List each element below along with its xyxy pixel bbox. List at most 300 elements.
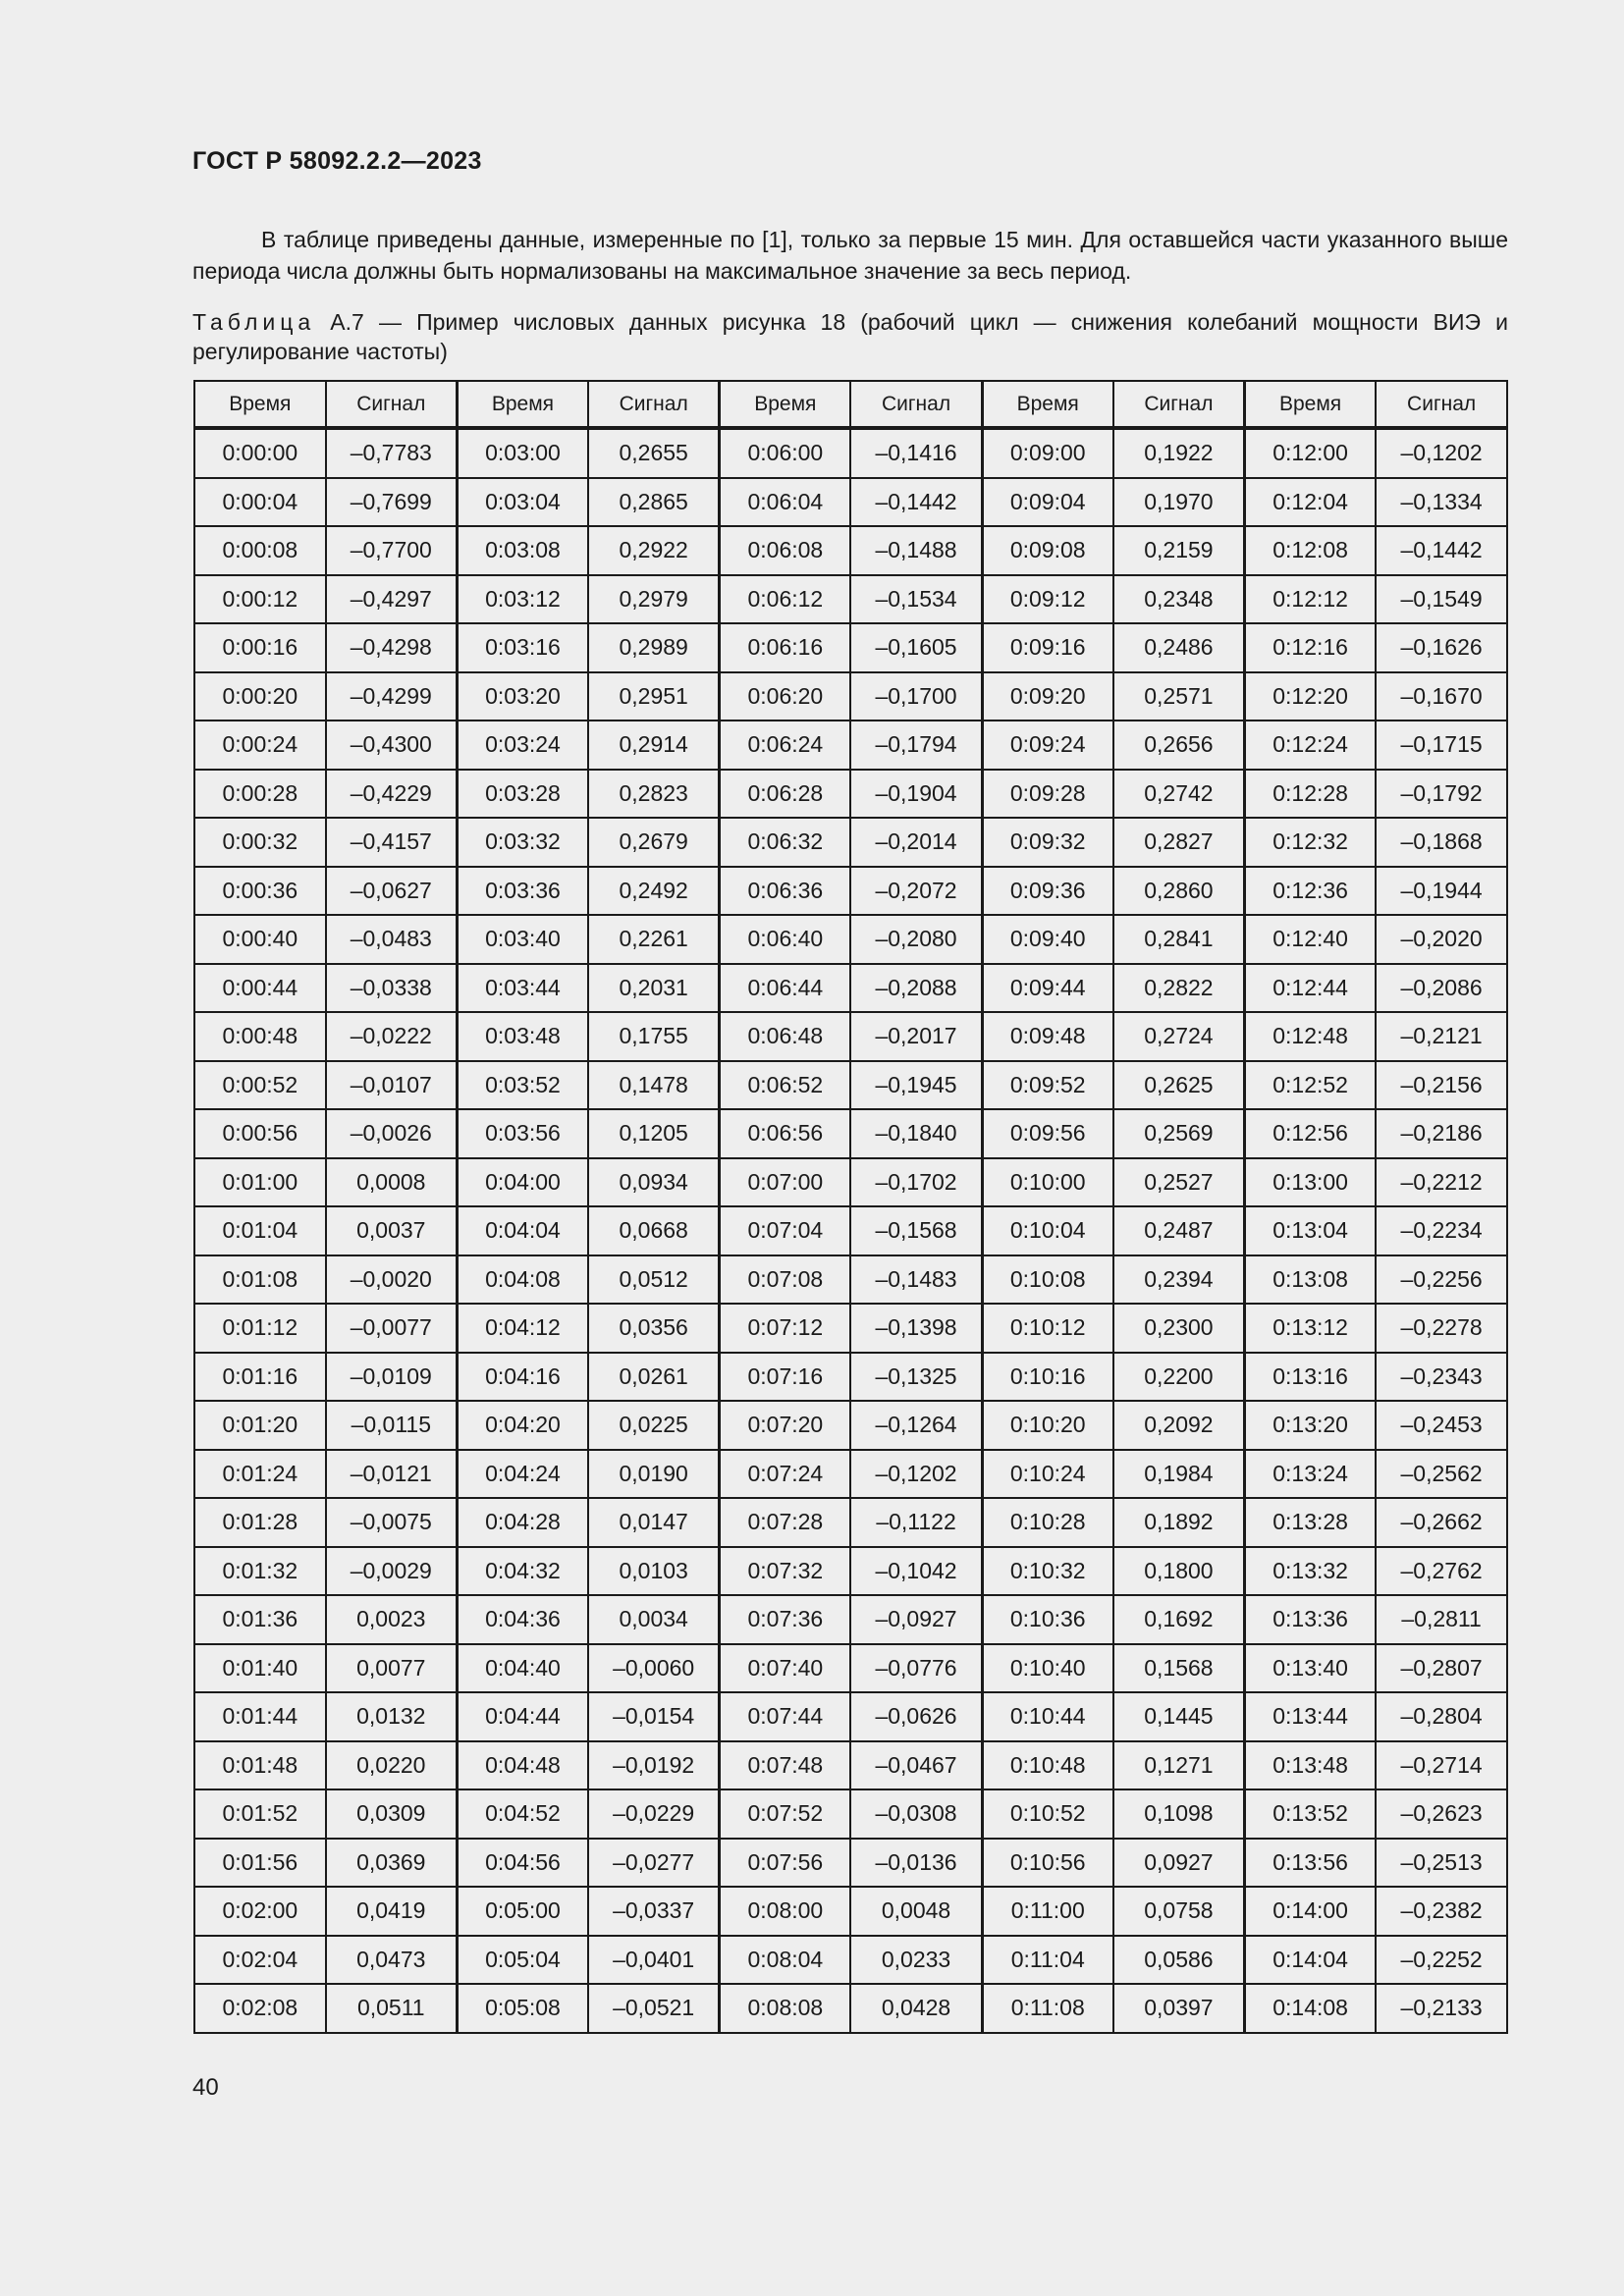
signal-cell: –0,1398 xyxy=(850,1304,982,1353)
time-cell: 0:00:40 xyxy=(194,915,326,964)
signal-cell: 0,0103 xyxy=(588,1547,720,1596)
signal-cell: 0,2486 xyxy=(1113,623,1245,672)
time-cell: 0:04:52 xyxy=(457,1789,588,1839)
table-caption xyxy=(192,307,1508,366)
time-cell: 0:01:52 xyxy=(194,1789,326,1839)
signal-cell: –0,2513 xyxy=(1376,1839,1507,1888)
time-cell: 0:07:44 xyxy=(720,1692,851,1741)
time-cell: 0:14:00 xyxy=(1245,1887,1377,1936)
time-cell: 0:04:28 xyxy=(457,1498,588,1547)
signal-cell: –0,0927 xyxy=(850,1595,982,1644)
signal-cell: 0,2625 xyxy=(1113,1061,1245,1110)
signal-cell: 0,2922 xyxy=(588,526,720,575)
signal-cell: 0,0220 xyxy=(326,1741,458,1790)
time-cell: 0:09:48 xyxy=(982,1012,1113,1061)
table-row xyxy=(194,1595,1507,1644)
signal-cell: 0,0934 xyxy=(588,1158,720,1207)
time-cell: 0:00:44 xyxy=(194,964,326,1013)
time-cell: 0:03:20 xyxy=(457,672,588,721)
time-cell: 0:00:12 xyxy=(194,575,326,624)
time-cell: 0:03:28 xyxy=(457,770,588,819)
time-cell: 0:07:32 xyxy=(720,1547,851,1596)
column-header: Время xyxy=(720,381,851,428)
signal-cell: –0,2086 xyxy=(1376,964,1507,1013)
signal-cell: –0,2623 xyxy=(1376,1789,1507,1839)
signal-cell: 0,0397 xyxy=(1113,1984,1245,2033)
signal-cell: 0,2300 xyxy=(1113,1304,1245,1353)
signal-cell: 0,2394 xyxy=(1113,1255,1245,1305)
signal-cell: 0,2159 xyxy=(1113,526,1245,575)
signal-cell: 0,0023 xyxy=(326,1595,458,1644)
signal-cell: 0,0147 xyxy=(588,1498,720,1547)
signal-cell: –0,2562 xyxy=(1376,1450,1507,1499)
time-cell: 0:07:12 xyxy=(720,1304,851,1353)
time-cell: 0:04:32 xyxy=(457,1547,588,1596)
signal-cell: 0,0586 xyxy=(1113,1936,1245,1985)
signal-cell: –0,1868 xyxy=(1376,818,1507,867)
signal-cell: 0,1098 xyxy=(1113,1789,1245,1839)
time-cell: 0:02:04 xyxy=(194,1936,326,1985)
table-row xyxy=(194,1789,1507,1839)
document-code: ГОСТ Р 58092.2.2—2023 xyxy=(192,147,482,175)
signal-cell: 0,2742 xyxy=(1113,770,1245,819)
signal-cell: 0,2569 xyxy=(1113,1109,1245,1158)
signal-cell: –0,1904 xyxy=(850,770,982,819)
table-row xyxy=(194,964,1507,1013)
time-cell: 0:13:04 xyxy=(1245,1206,1377,1255)
signal-cell: –0,2662 xyxy=(1376,1498,1507,1547)
signal-cell: 0,2487 xyxy=(1113,1206,1245,1255)
signal-cell: 0,0369 xyxy=(326,1839,458,1888)
time-cell: 0:06:48 xyxy=(720,1012,851,1061)
signal-cell: –0,0020 xyxy=(326,1255,458,1305)
signal-cell: –0,2121 xyxy=(1376,1012,1507,1061)
table-row xyxy=(194,1498,1507,1547)
time-cell: 0:10:16 xyxy=(982,1353,1113,1402)
table-row xyxy=(194,818,1507,867)
table-caption-prefix: Таблица xyxy=(192,309,316,335)
signal-cell: –0,1840 xyxy=(850,1109,982,1158)
signal-cell: –0,1534 xyxy=(850,575,982,624)
intro-paragraph: В таблице приведены данные, измеренные по [1], только за первые 15 мин. Для оставшейся части указанного выше периода числа должны быть нормализованы на максимальное значение за весь период. xyxy=(192,227,1508,284)
signal-cell: –0,1626 xyxy=(1376,623,1507,672)
time-cell: 0:09:12 xyxy=(982,575,1113,624)
table-row xyxy=(194,867,1507,916)
signal-cell: 0,1478 xyxy=(588,1061,720,1110)
signal-cell: 0,2200 xyxy=(1113,1353,1245,1402)
table-row xyxy=(194,1012,1507,1061)
signal-cell: –0,2811 xyxy=(1376,1595,1507,1644)
signal-cell: 0,0008 xyxy=(326,1158,458,1207)
table-row xyxy=(194,1255,1507,1305)
time-cell: 0:09:36 xyxy=(982,867,1113,916)
signal-cell: –0,0115 xyxy=(326,1401,458,1450)
signal-cell: 0,0512 xyxy=(588,1255,720,1305)
signal-cell: 0,2571 xyxy=(1113,672,1245,721)
signal-cell: –0,0626 xyxy=(850,1692,982,1741)
signal-cell: –0,2804 xyxy=(1376,1692,1507,1741)
time-cell: 0:12:56 xyxy=(1245,1109,1377,1158)
table-row xyxy=(194,526,1507,575)
signal-cell: 0,1800 xyxy=(1113,1547,1245,1596)
time-cell: 0:13:12 xyxy=(1245,1304,1377,1353)
signal-cell: 0,0668 xyxy=(588,1206,720,1255)
signal-cell: –0,1202 xyxy=(850,1450,982,1499)
signal-cell: 0,0511 xyxy=(326,1984,458,2033)
time-cell: 0:06:00 xyxy=(720,428,851,478)
time-cell: 0:00:48 xyxy=(194,1012,326,1061)
time-cell: 0:04:08 xyxy=(457,1255,588,1305)
time-cell: 0:03:44 xyxy=(457,964,588,1013)
time-cell: 0:10:36 xyxy=(982,1595,1113,1644)
time-cell: 0:10:44 xyxy=(982,1692,1113,1741)
time-cell: 0:07:52 xyxy=(720,1789,851,1839)
signal-cell: 0,2092 xyxy=(1113,1401,1245,1450)
time-cell: 0:01:28 xyxy=(194,1498,326,1547)
signal-cell: –0,0060 xyxy=(588,1644,720,1693)
signal-cell: 0,0309 xyxy=(326,1789,458,1839)
column-header: Время xyxy=(457,381,588,428)
signal-cell: 0,1568 xyxy=(1113,1644,1245,1693)
signal-cell: –0,2252 xyxy=(1376,1936,1507,1985)
signal-cell: –0,2762 xyxy=(1376,1547,1507,1596)
time-cell: 0:09:28 xyxy=(982,770,1113,819)
time-cell: 0:11:08 xyxy=(982,1984,1113,2033)
signal-cell: –0,0467 xyxy=(850,1741,982,1790)
time-cell: 0:07:20 xyxy=(720,1401,851,1450)
signal-cell: –0,2088 xyxy=(850,964,982,1013)
signal-cell: –0,0627 xyxy=(326,867,458,916)
time-cell: 0:13:20 xyxy=(1245,1401,1377,1450)
header-row xyxy=(194,381,1507,428)
signal-cell: –0,1715 xyxy=(1376,721,1507,770)
time-cell: 0:13:36 xyxy=(1245,1595,1377,1644)
time-cell: 0:12:00 xyxy=(1245,428,1377,478)
signal-cell: –0,2133 xyxy=(1376,1984,1507,2033)
time-cell: 0:12:24 xyxy=(1245,721,1377,770)
column-header: Сигнал xyxy=(1376,381,1507,428)
signal-cell: –0,1042 xyxy=(850,1547,982,1596)
time-cell: 0:10:28 xyxy=(982,1498,1113,1547)
time-cell: 0:12:16 xyxy=(1245,623,1377,672)
data-table xyxy=(193,380,1508,2034)
time-cell: 0:10:12 xyxy=(982,1304,1113,1353)
time-cell: 0:13:32 xyxy=(1245,1547,1377,1596)
signal-cell: –0,1264 xyxy=(850,1401,982,1450)
time-cell: 0:03:32 xyxy=(457,818,588,867)
table-row xyxy=(194,915,1507,964)
time-cell: 0:01:36 xyxy=(194,1595,326,1644)
table-row xyxy=(194,1450,1507,1499)
signal-cell: –0,2234 xyxy=(1376,1206,1507,1255)
column-header: Сигнал xyxy=(850,381,982,428)
signal-cell: –0,0154 xyxy=(588,1692,720,1741)
time-cell: 0:03:24 xyxy=(457,721,588,770)
signal-cell: 0,2989 xyxy=(588,623,720,672)
time-cell: 0:08:08 xyxy=(720,1984,851,2033)
time-cell: 0:01:16 xyxy=(194,1353,326,1402)
time-cell: 0:13:40 xyxy=(1245,1644,1377,1693)
signal-cell: –0,1700 xyxy=(850,672,982,721)
time-cell: 0:04:36 xyxy=(457,1595,588,1644)
signal-cell: 0,0034 xyxy=(588,1595,720,1644)
column-header: Время xyxy=(982,381,1113,428)
time-cell: 0:09:56 xyxy=(982,1109,1113,1158)
time-cell: 0:04:04 xyxy=(457,1206,588,1255)
signal-cell: –0,0121 xyxy=(326,1450,458,1499)
time-cell: 0:06:28 xyxy=(720,770,851,819)
table-row xyxy=(194,1936,1507,1985)
time-cell: 0:06:52 xyxy=(720,1061,851,1110)
time-cell: 0:07:28 xyxy=(720,1498,851,1547)
signal-cell: –0,0077 xyxy=(326,1304,458,1353)
time-cell: 0:13:08 xyxy=(1245,1255,1377,1305)
signal-cell: 0,2822 xyxy=(1113,964,1245,1013)
signal-cell: –0,0277 xyxy=(588,1839,720,1888)
signal-cell: –0,1334 xyxy=(1376,478,1507,527)
table-row xyxy=(194,1887,1507,1936)
time-cell: 0:03:08 xyxy=(457,526,588,575)
time-cell: 0:13:28 xyxy=(1245,1498,1377,1547)
time-cell: 0:07:56 xyxy=(720,1839,851,1888)
signal-cell: –0,1549 xyxy=(1376,575,1507,624)
signal-cell: –0,0401 xyxy=(588,1936,720,1985)
signal-cell: –0,2807 xyxy=(1376,1644,1507,1693)
time-cell: 0:01:56 xyxy=(194,1839,326,1888)
signal-cell: –0,4298 xyxy=(326,623,458,672)
table-row xyxy=(194,672,1507,721)
time-cell: 0:04:16 xyxy=(457,1353,588,1402)
time-cell: 0:06:20 xyxy=(720,672,851,721)
time-cell: 0:10:32 xyxy=(982,1547,1113,1596)
time-cell: 0:06:24 xyxy=(720,721,851,770)
time-cell: 0:02:08 xyxy=(194,1984,326,2033)
time-cell: 0:08:00 xyxy=(720,1887,851,1936)
signal-cell: 0,2348 xyxy=(1113,575,1245,624)
signal-cell: 0,2527 xyxy=(1113,1158,1245,1207)
time-cell: 0:03:56 xyxy=(457,1109,588,1158)
time-cell: 0:12:20 xyxy=(1245,672,1377,721)
time-cell: 0:01:12 xyxy=(194,1304,326,1353)
time-cell: 0:01:00 xyxy=(194,1158,326,1207)
signal-cell: 0,1970 xyxy=(1113,478,1245,527)
time-cell: 0:01:40 xyxy=(194,1644,326,1693)
time-cell: 0:13:52 xyxy=(1245,1789,1377,1839)
signal-cell: –0,0075 xyxy=(326,1498,458,1547)
table-row xyxy=(194,1741,1507,1790)
signal-cell: –0,1483 xyxy=(850,1255,982,1305)
signal-cell: –0,4299 xyxy=(326,672,458,721)
signal-cell: –0,1670 xyxy=(1376,672,1507,721)
signal-cell: –0,0107 xyxy=(326,1061,458,1110)
time-cell: 0:12:08 xyxy=(1245,526,1377,575)
time-cell: 0:06:40 xyxy=(720,915,851,964)
table-row xyxy=(194,428,1507,478)
time-cell: 0:04:12 xyxy=(457,1304,588,1353)
time-cell: 0:04:40 xyxy=(457,1644,588,1693)
time-cell: 0:00:56 xyxy=(194,1109,326,1158)
time-cell: 0:01:24 xyxy=(194,1450,326,1499)
time-cell: 0:01:08 xyxy=(194,1255,326,1305)
time-cell: 0:12:52 xyxy=(1245,1061,1377,1110)
time-cell: 0:00:24 xyxy=(194,721,326,770)
time-cell: 0:09:52 xyxy=(982,1061,1113,1110)
time-cell: 0:10:24 xyxy=(982,1450,1113,1499)
signal-cell: –0,2278 xyxy=(1376,1304,1507,1353)
time-cell: 0:05:04 xyxy=(457,1936,588,1985)
signal-cell: –0,1794 xyxy=(850,721,982,770)
time-cell: 0:12:44 xyxy=(1245,964,1377,1013)
table-row xyxy=(194,1353,1507,1402)
signal-cell: 0,1445 xyxy=(1113,1692,1245,1741)
time-cell: 0:06:08 xyxy=(720,526,851,575)
time-cell: 0:12:12 xyxy=(1245,575,1377,624)
signal-cell: 0,0428 xyxy=(850,1984,982,2033)
signal-cell: 0,2979 xyxy=(588,575,720,624)
table-row xyxy=(194,1984,1507,2033)
time-cell: 0:00:00 xyxy=(194,428,326,478)
time-cell: 0:12:04 xyxy=(1245,478,1377,527)
signal-cell: –0,0483 xyxy=(326,915,458,964)
time-cell: 0:01:32 xyxy=(194,1547,326,1596)
signal-cell: 0,2841 xyxy=(1113,915,1245,964)
time-cell: 0:00:36 xyxy=(194,867,326,916)
signal-cell: –0,0109 xyxy=(326,1353,458,1402)
table-body xyxy=(194,428,1507,2033)
time-cell: 0:09:24 xyxy=(982,721,1113,770)
time-cell: 0:12:48 xyxy=(1245,1012,1377,1061)
signal-cell: 0,0077 xyxy=(326,1644,458,1693)
signal-cell: 0,2724 xyxy=(1113,1012,1245,1061)
time-cell: 0:03:52 xyxy=(457,1061,588,1110)
time-cell: 0:01:48 xyxy=(194,1741,326,1790)
time-cell: 0:09:00 xyxy=(982,428,1113,478)
time-cell: 0:01:04 xyxy=(194,1206,326,1255)
time-cell: 0:02:00 xyxy=(194,1887,326,1936)
signal-cell: 0,0356 xyxy=(588,1304,720,1353)
signal-cell: –0,0338 xyxy=(326,964,458,1013)
signal-cell: 0,1755 xyxy=(588,1012,720,1061)
signal-cell: 0,2031 xyxy=(588,964,720,1013)
column-header: Время xyxy=(194,381,326,428)
table-row xyxy=(194,1401,1507,1450)
signal-cell: 0,2492 xyxy=(588,867,720,916)
time-cell: 0:13:24 xyxy=(1245,1450,1377,1499)
signal-cell: 0,0419 xyxy=(326,1887,458,1936)
signal-cell: 0,2261 xyxy=(588,915,720,964)
time-cell: 0:13:56 xyxy=(1245,1839,1377,1888)
signal-cell: 0,2827 xyxy=(1113,818,1245,867)
time-cell: 0:10:40 xyxy=(982,1644,1113,1693)
time-cell: 0:13:44 xyxy=(1245,1692,1377,1741)
signal-cell: 0,0473 xyxy=(326,1936,458,1985)
signal-cell: –0,4297 xyxy=(326,575,458,624)
signal-cell: 0,1922 xyxy=(1113,428,1245,478)
signal-cell: 0,0190 xyxy=(588,1450,720,1499)
time-cell: 0:00:32 xyxy=(194,818,326,867)
signal-cell: 0,1692 xyxy=(1113,1595,1245,1644)
table-row xyxy=(194,1304,1507,1353)
time-cell: 0:09:16 xyxy=(982,623,1113,672)
time-cell: 0:06:16 xyxy=(720,623,851,672)
signal-cell: –0,0308 xyxy=(850,1789,982,1839)
time-cell: 0:03:40 xyxy=(457,915,588,964)
time-cell: 0:07:48 xyxy=(720,1741,851,1790)
time-cell: 0:09:44 xyxy=(982,964,1113,1013)
time-cell: 0:06:56 xyxy=(720,1109,851,1158)
table-header xyxy=(194,381,1507,428)
time-cell: 0:05:00 xyxy=(457,1887,588,1936)
signal-cell: –0,1605 xyxy=(850,623,982,672)
signal-cell: –0,0776 xyxy=(850,1644,982,1693)
time-cell: 0:03:00 xyxy=(457,428,588,478)
signal-cell: –0,2343 xyxy=(1376,1353,1507,1402)
signal-cell: –0,2156 xyxy=(1376,1061,1507,1110)
signal-cell: –0,2014 xyxy=(850,818,982,867)
signal-cell: –0,1122 xyxy=(850,1498,982,1547)
time-cell: 0:07:08 xyxy=(720,1255,851,1305)
time-cell: 0:10:20 xyxy=(982,1401,1113,1450)
table-row xyxy=(194,1692,1507,1741)
signal-cell: 0,0132 xyxy=(326,1692,458,1741)
signal-cell: 0,2951 xyxy=(588,672,720,721)
time-cell: 0:03:48 xyxy=(457,1012,588,1061)
signal-cell: 0,2823 xyxy=(588,770,720,819)
signal-cell: –0,1488 xyxy=(850,526,982,575)
signal-cell: 0,2865 xyxy=(588,478,720,527)
signal-cell: –0,7783 xyxy=(326,428,458,478)
time-cell: 0:12:28 xyxy=(1245,770,1377,819)
time-cell: 0:01:20 xyxy=(194,1401,326,1450)
time-cell: 0:00:20 xyxy=(194,672,326,721)
signal-cell: 0,2860 xyxy=(1113,867,1245,916)
table-row xyxy=(194,1644,1507,1693)
signal-cell: –0,2080 xyxy=(850,915,982,964)
page-number: 40 xyxy=(192,2074,219,2101)
time-cell: 0:07:00 xyxy=(720,1158,851,1207)
time-cell: 0:07:36 xyxy=(720,1595,851,1644)
time-cell: 0:07:04 xyxy=(720,1206,851,1255)
time-cell: 0:05:08 xyxy=(457,1984,588,2033)
time-cell: 0:01:44 xyxy=(194,1692,326,1741)
signal-cell: –0,0192 xyxy=(588,1741,720,1790)
time-cell: 0:13:16 xyxy=(1245,1353,1377,1402)
time-cell: 0:03:16 xyxy=(457,623,588,672)
signal-cell: 0,0261 xyxy=(588,1353,720,1402)
time-cell: 0:10:00 xyxy=(982,1158,1113,1207)
signal-cell: 0,0758 xyxy=(1113,1887,1245,1936)
time-cell: 0:06:44 xyxy=(720,964,851,1013)
time-cell: 0:03:36 xyxy=(457,867,588,916)
time-cell: 0:04:20 xyxy=(457,1401,588,1450)
signal-cell: –0,1944 xyxy=(1376,867,1507,916)
time-cell: 0:10:52 xyxy=(982,1789,1113,1839)
table-row xyxy=(194,478,1507,527)
table-row xyxy=(194,770,1507,819)
signal-cell: –0,2020 xyxy=(1376,915,1507,964)
time-cell: 0:09:08 xyxy=(982,526,1113,575)
time-cell: 0:04:56 xyxy=(457,1839,588,1888)
signal-cell: 0,0233 xyxy=(850,1936,982,1985)
time-cell: 0:09:04 xyxy=(982,478,1113,527)
signal-cell: –0,2453 xyxy=(1376,1401,1507,1450)
signal-cell: –0,7699 xyxy=(326,478,458,527)
time-cell: 0:06:36 xyxy=(720,867,851,916)
signal-cell: –0,1568 xyxy=(850,1206,982,1255)
time-cell: 0:12:36 xyxy=(1245,867,1377,916)
signal-cell: –0,0337 xyxy=(588,1887,720,1936)
signal-cell: –0,0136 xyxy=(850,1839,982,1888)
